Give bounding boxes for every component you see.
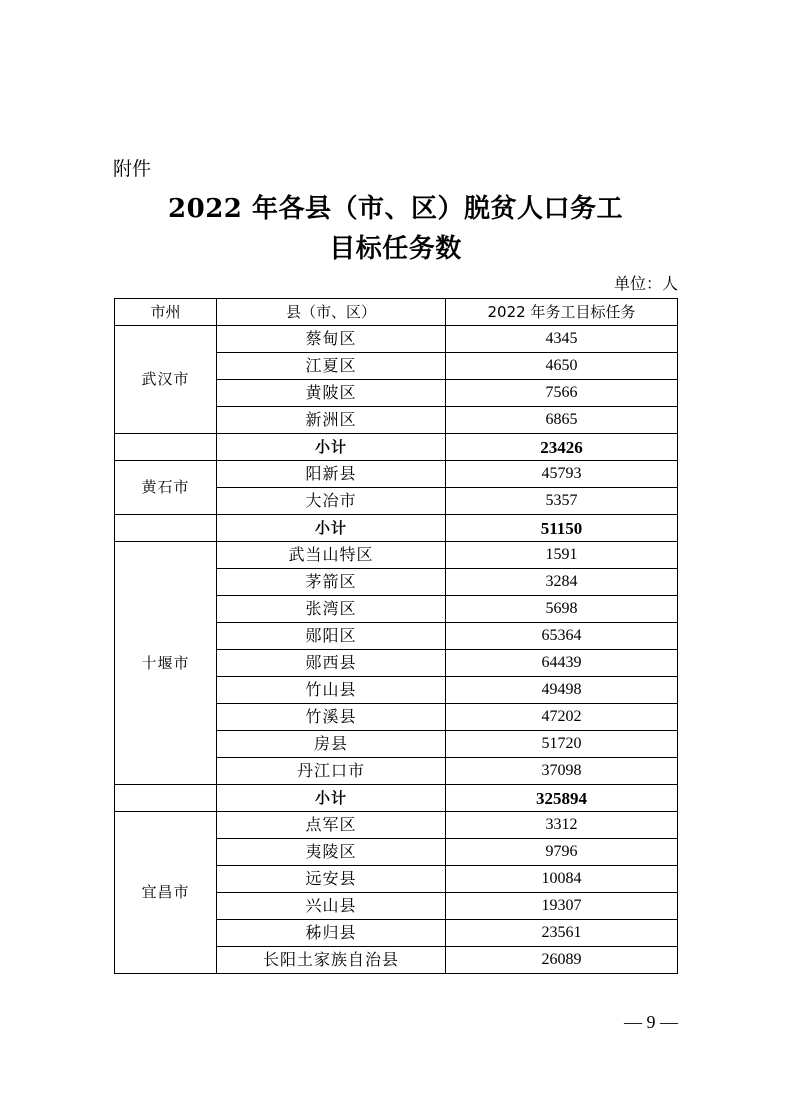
county-cell: 长阳土家族自治县 [217,947,446,974]
target-cell: 45793 [446,461,678,488]
county-cell: 竹山县 [217,677,446,704]
subtotal-row [115,434,678,461]
city-cell: 武汉市 [115,326,217,434]
target-cell: 9796 [446,839,678,866]
table-header-row [115,299,678,326]
target-cell: 51720 [446,731,678,758]
target-cell: 37098 [446,758,678,785]
table-row [115,461,678,488]
city-cell: 宜昌市 [115,812,217,974]
subtotal-row [115,515,678,542]
city-cell: 黄石市 [115,461,217,515]
subtotal-label: 小计 [217,434,446,461]
target-cell: 3284 [446,569,678,596]
target-cell: 7566 [446,380,678,407]
county-cell: 点军区 [217,812,446,839]
subtotal-label: 小计 [217,515,446,542]
target-cell: 1591 [446,542,678,569]
county-cell: 张湾区 [217,596,446,623]
county-cell: 蔡甸区 [217,326,446,353]
document-title-line1: 2022 年各县（市、区）脱贫人口务工 [168,194,623,224]
target-table [114,298,678,974]
county-cell: 秭归县 [217,920,446,947]
target-cell: 5357 [446,488,678,515]
county-cell: 大冶市 [217,488,446,515]
table-row [115,326,678,353]
county-cell: 房县 [217,731,446,758]
subtotal-row [115,785,678,812]
blank-cell [115,434,217,461]
column-header-county: 县（市、区） [217,299,446,326]
county-cell: 阳新县 [217,461,446,488]
county-cell: 黄陂区 [217,380,446,407]
table-row [115,542,678,569]
column-header-target: 2022 年务工目标任务 [446,299,678,326]
county-cell: 夷陵区 [217,839,446,866]
target-cell: 64439 [446,650,678,677]
document-title-line2: 目标任务数 [329,234,462,264]
county-cell: 武当山特区 [217,542,446,569]
subtotal-value: 51150 [446,515,678,542]
city-cell: 十堰市 [115,542,217,785]
target-cell: 6865 [446,407,678,434]
blank-cell [115,785,217,812]
attachment-label: 附件 [113,158,152,180]
target-cell: 49498 [446,677,678,704]
subtotal-label: 小计 [217,785,446,812]
subtotal-value: 23426 [446,434,678,461]
county-cell: 茅箭区 [217,569,446,596]
target-cell: 10084 [446,866,678,893]
column-header-city: 市州 [115,299,217,326]
target-cell: 4650 [446,353,678,380]
county-cell: 郧西县 [217,650,446,677]
county-cell: 丹江口市 [217,758,446,785]
target-cell: 23561 [446,920,678,947]
subtotal-value: 325894 [446,785,678,812]
county-cell: 远安县 [217,866,446,893]
target-cell: 3312 [446,812,678,839]
county-cell: 郧阳区 [217,623,446,650]
county-cell: 新洲区 [217,407,446,434]
blank-cell [115,515,217,542]
county-cell: 江夏区 [217,353,446,380]
county-cell: 竹溪县 [217,704,446,731]
county-cell: 兴山县 [217,893,446,920]
target-cell: 65364 [446,623,678,650]
target-cell: 5698 [446,596,678,623]
table-row [115,812,678,839]
unit-label: 单位：人 [613,274,678,293]
target-cell: 47202 [446,704,678,731]
target-cell: 26089 [446,947,678,974]
page-number: — 9 — [624,1012,678,1032]
target-cell: 4345 [446,326,678,353]
target-cell: 19307 [446,893,678,920]
